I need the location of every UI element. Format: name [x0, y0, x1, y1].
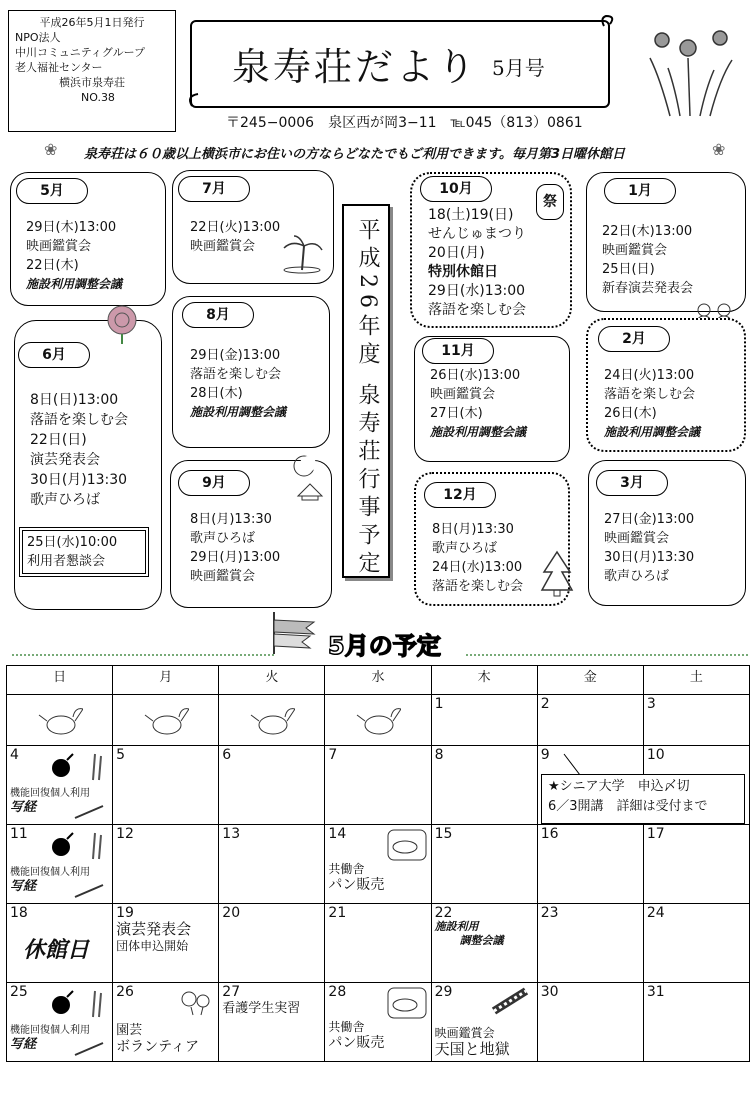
month-events-may: [26, 218, 122, 294]
day-number: 3: [646, 696, 656, 712]
day-number: 10: [646, 747, 665, 763]
month-events-jun: [30, 390, 128, 510]
event-line: 落語を楽しむ会: [432, 579, 524, 594]
chosei-label-1: 施設利用: [434, 920, 479, 933]
pingpong-dance-icon: [47, 831, 111, 861]
day-number: 7: [328, 747, 338, 763]
event-line: 29日(金)13:00: [190, 348, 281, 363]
calendar-cell-day: [643, 983, 749, 1062]
weekday-header: 月: [113, 666, 219, 695]
rehab-label: 機能回復個人利用: [10, 788, 90, 799]
event-line: 8日(日)13:00: [30, 392, 119, 408]
may-schedule-title: 5月の予定: [328, 632, 441, 660]
month-events-feb: [604, 366, 700, 442]
event-line: 歌声ひろば: [190, 531, 256, 546]
calendar-cell-day: [113, 904, 219, 983]
weekday-header: 木: [431, 666, 537, 695]
center-name: 老人福祉センター: [15, 61, 103, 74]
shakyo-label: 写経: [10, 879, 37, 894]
nursing-label: 看護学生実習: [222, 1001, 301, 1016]
event-line: 施設利用調整会議: [604, 425, 701, 439]
brush-icon: [73, 804, 107, 820]
iris-flower-icon: [640, 18, 740, 118]
calendar-cell-day: [431, 825, 537, 904]
month-events-jul: [190, 218, 280, 256]
closed-day-label: 休館日: [23, 938, 90, 963]
day-number: 19: [116, 905, 134, 921]
day-number: 9: [540, 747, 550, 763]
day-number: 1: [434, 696, 444, 712]
day-number: 31: [646, 984, 665, 1000]
decorative-vine-right: [466, 654, 748, 656]
rose-flower-icon: [100, 300, 144, 344]
issue-number: NO.38: [81, 91, 115, 104]
event-line: せんじゅまつり: [428, 226, 526, 242]
issue-date: 平成26年5月1日発行: [39, 16, 145, 29]
calendar-cell-day: [537, 825, 643, 904]
bread-sale-label: パン販売: [328, 877, 385, 893]
event-line: 歌声ひろば: [30, 492, 100, 508]
flower-pot-icon: [175, 987, 215, 1017]
month-label-jan: 1月: [604, 178, 676, 204]
day-number: 22: [434, 905, 453, 921]
event-line: 映画鑑賞会: [26, 239, 92, 254]
month-label-mar: 3月: [596, 470, 668, 496]
day-number: 24: [646, 905, 665, 921]
org-name: 中川コミュニティグループ: [15, 46, 146, 59]
calendar-cell-day: [431, 695, 537, 746]
calendar-cell-day: [325, 983, 431, 1062]
weekday-header: 火: [219, 666, 325, 695]
annual-schedule-title-box: [342, 204, 390, 578]
may-calendar: [6, 665, 750, 1062]
day-number: 26: [116, 984, 134, 1000]
event-line: 25日(日): [602, 262, 655, 277]
event-line: 映画鑑賞会: [602, 243, 668, 258]
event-line: 映画鑑賞会: [190, 569, 256, 584]
day-number: 14: [328, 826, 347, 842]
month-events-nov: [430, 366, 526, 442]
engei-label: 演芸発表会: [116, 920, 192, 938]
event-line: 映画鑑賞会: [430, 387, 496, 402]
calendar-cell-day: [537, 695, 643, 746]
day-number: 30: [540, 984, 559, 1000]
event-line: 28日(木): [190, 386, 243, 401]
event-line: 29日(月)13:00: [190, 550, 281, 565]
day-number: 25: [10, 984, 28, 1000]
brush-icon: [73, 883, 107, 899]
shakyo-label: 写経: [10, 800, 37, 815]
day-number: 23: [540, 905, 559, 921]
bread-icon: [387, 829, 427, 861]
calendar-cell-empty: [113, 695, 219, 746]
event-line: 22日(火)13:00: [190, 220, 281, 235]
weekday-header: 土: [643, 666, 749, 695]
event-line: 22日(日): [30, 432, 87, 448]
event-line: 27日(金)13:00: [604, 512, 695, 527]
month-label-aug: 8月: [182, 302, 254, 328]
bird-icon: [143, 703, 189, 737]
callout-line: 6／3開講 詳細は受付まで: [548, 799, 708, 814]
calendar-cell-day: [113, 825, 219, 904]
day-number: 29: [434, 984, 453, 1000]
calendar-cell-day: [7, 825, 113, 904]
day-number: 18: [10, 905, 28, 921]
calendar-cell-day: [643, 825, 749, 904]
film-reel-icon: [488, 987, 534, 1017]
event-line: 落語を楽しむ会: [428, 302, 526, 318]
garden-label-1: 園芸: [116, 1023, 143, 1038]
callout-line: ★シニア大学 申込〆切: [548, 779, 690, 794]
event-line: 24日(火)13:00: [604, 368, 695, 383]
event-line: 映画鑑賞会: [190, 239, 256, 254]
day-number: 28: [328, 984, 347, 1000]
month-events-sep: [190, 510, 280, 586]
day-number: 12: [116, 826, 134, 842]
event-line: 22日(木)13:00: [602, 224, 693, 239]
event-line: 29日(木)13:00: [26, 220, 117, 235]
user-meeting-box: [22, 530, 146, 574]
calendar-cell-empty: [7, 695, 113, 746]
month-label-nov: 11月: [422, 338, 494, 364]
calendar-cell-day: [7, 746, 113, 825]
month-events-jan: [602, 222, 693, 298]
garden-label-2: ボランティア: [116, 1039, 200, 1055]
christmas-tree-icon: [540, 550, 574, 600]
brush-icon: [73, 1041, 107, 1057]
bird-icon: [37, 703, 83, 737]
calendar-cell-empty: [219, 695, 325, 746]
event-line: 落語を楽しむ会: [30, 412, 128, 428]
movie-title: 天国と地獄: [434, 1040, 510, 1058]
day-number: 6: [222, 747, 232, 763]
month-events-oct: [428, 206, 526, 320]
event-line: 利用者懇談会: [27, 554, 106, 569]
event-line: 30日(月)13:30: [604, 550, 695, 565]
decorative-vine-left: [12, 654, 274, 656]
event-line: 24日(水)13:00: [432, 560, 523, 575]
bird-icon: [249, 703, 295, 737]
carp-streamer-icon: [270, 610, 322, 654]
annual-schedule-title: 平成26年度 泉寿荘行事予定: [355, 218, 380, 579]
month-label-jul: 7月: [178, 176, 250, 202]
rehab-label: 機能回復個人利用: [10, 1025, 90, 1036]
event-line: 26日(木): [604, 406, 657, 421]
event-line: 演芸発表会: [30, 452, 100, 468]
day-number: 11: [10, 826, 28, 842]
calendar-cell-day: [643, 695, 749, 746]
calendar-cell-day: [219, 825, 325, 904]
calendar-cell-day: [325, 746, 431, 825]
calendar-cell-day: [219, 746, 325, 825]
shakyo-label: 写経: [10, 1037, 37, 1052]
eligibility-notice: 泉寿荘は６０歳以上横浜市にお住いの方ならどなたでもご利用できます。毎月第3日曜休館日: [84, 147, 626, 162]
event-line: 施設利用調整会議: [430, 425, 527, 439]
event-line: 歌声ひろば: [604, 569, 670, 584]
event-line: 18(土)19(日): [428, 207, 514, 223]
calendar-cell-day: [431, 904, 537, 983]
calendar-cell-day: [113, 983, 219, 1062]
org-type: NPO法人: [15, 31, 61, 44]
day-number: 2: [540, 696, 550, 712]
senior-college-callout: [541, 774, 745, 824]
calendar-cell-day: [219, 904, 325, 983]
weekday-header: 水: [325, 666, 431, 695]
event-line: 落語を楽しむ会: [604, 387, 696, 402]
day-number: 4: [10, 747, 19, 763]
day-number: 27: [222, 984, 241, 1000]
callout-pointer: [560, 752, 600, 776]
movie-label: 映画鑑賞会: [434, 1026, 495, 1040]
calendar-cell-empty: [325, 695, 431, 746]
calendar-cell-day: [431, 983, 537, 1062]
day-number: 5: [116, 747, 126, 763]
day-number: 17: [646, 826, 665, 842]
publisher-info-box: [8, 10, 176, 132]
month-label-sep: 9月: [178, 470, 250, 496]
event-line: 30日(月)13:30: [30, 472, 128, 488]
kyodo-label: 共働舎: [328, 1020, 365, 1034]
month-events-dec: [432, 520, 523, 596]
calendar-cell-day: [219, 983, 325, 1062]
calendar-cell-day: [431, 746, 537, 825]
event-line: 施設利用調整会議: [26, 277, 123, 291]
event-line: 22日(木): [26, 258, 79, 273]
calendar-cell-day: [643, 904, 749, 983]
engei-sub-label: 団体申込開始: [116, 939, 189, 953]
event-line: 落語を楽しむ会: [190, 367, 282, 382]
month-events-mar: [604, 510, 694, 586]
pingpong-dance-icon: [47, 752, 111, 782]
pingpong-dance-icon: [47, 989, 111, 1019]
event-line: 27日(木): [430, 406, 483, 421]
calendar-cell-day: [325, 825, 431, 904]
event-line: 特別休館日: [428, 264, 498, 280]
day-number: 8: [434, 747, 444, 763]
clover-icon: ❀: [712, 140, 726, 159]
event-line: 映画鑑賞会: [604, 531, 670, 546]
clover-icon: ❀: [44, 140, 58, 159]
month-events-aug: [190, 346, 286, 422]
event-line: 施設利用調整会議: [190, 405, 287, 419]
month-label-dec: 12月: [424, 482, 496, 508]
event-line: 29日(水)13:00: [428, 283, 526, 299]
bird-icon: [355, 703, 401, 737]
event-line: 20日(月): [428, 245, 485, 261]
day-number: 21: [328, 905, 347, 921]
calendar-cell-day: [537, 904, 643, 983]
month-label-oct: 10月: [420, 176, 492, 202]
chosei-label-2: 調整会議: [459, 934, 504, 947]
event-line: 8日(月)13:30: [190, 512, 272, 527]
lantern-icon: 祭: [536, 184, 564, 220]
newsletter-issue: 5月号: [492, 56, 545, 80]
calendar-cell-day: [7, 904, 113, 983]
weekday-header: 金: [537, 666, 643, 695]
day-number: 15: [434, 826, 453, 842]
weekday-header: 日: [7, 666, 113, 695]
facility-name: 横浜市泉寿荘: [59, 76, 125, 89]
month-label-may: 5月: [16, 178, 88, 204]
rehab-label: 機能回復個人利用: [10, 867, 90, 878]
kyodo-label: 共働舎: [328, 862, 365, 876]
day-number: 20: [222, 905, 241, 921]
calendar-cell-day: [113, 746, 219, 825]
calendar-cell-day: [325, 904, 431, 983]
event-line: 26日(水)13:00: [430, 368, 521, 383]
day-number: 16: [540, 826, 559, 842]
bread-icon: [387, 987, 427, 1019]
moon-house-icon: [284, 452, 330, 502]
event-line: 新春演芸発表会: [602, 281, 694, 296]
calendar-cell-day: [7, 983, 113, 1062]
bread-sale-label: パン販売: [328, 1035, 385, 1051]
event-line: 歌声ひろば: [432, 541, 498, 556]
month-label-feb: 2月: [598, 326, 670, 352]
address-line: 〒245−0006 泉区西が岡3−11 ℡045（813）0861: [226, 115, 583, 131]
day-number: 13: [222, 826, 241, 842]
event-line: 8日(月)13:30: [432, 522, 514, 537]
event-line: 25日(水)10:00: [27, 535, 118, 550]
palm-island-icon: [280, 234, 324, 274]
newsletter-title: 泉寿荘だより: [232, 45, 479, 89]
month-label-jun: 6月: [18, 342, 90, 368]
calendar-cell-day: [537, 983, 643, 1062]
